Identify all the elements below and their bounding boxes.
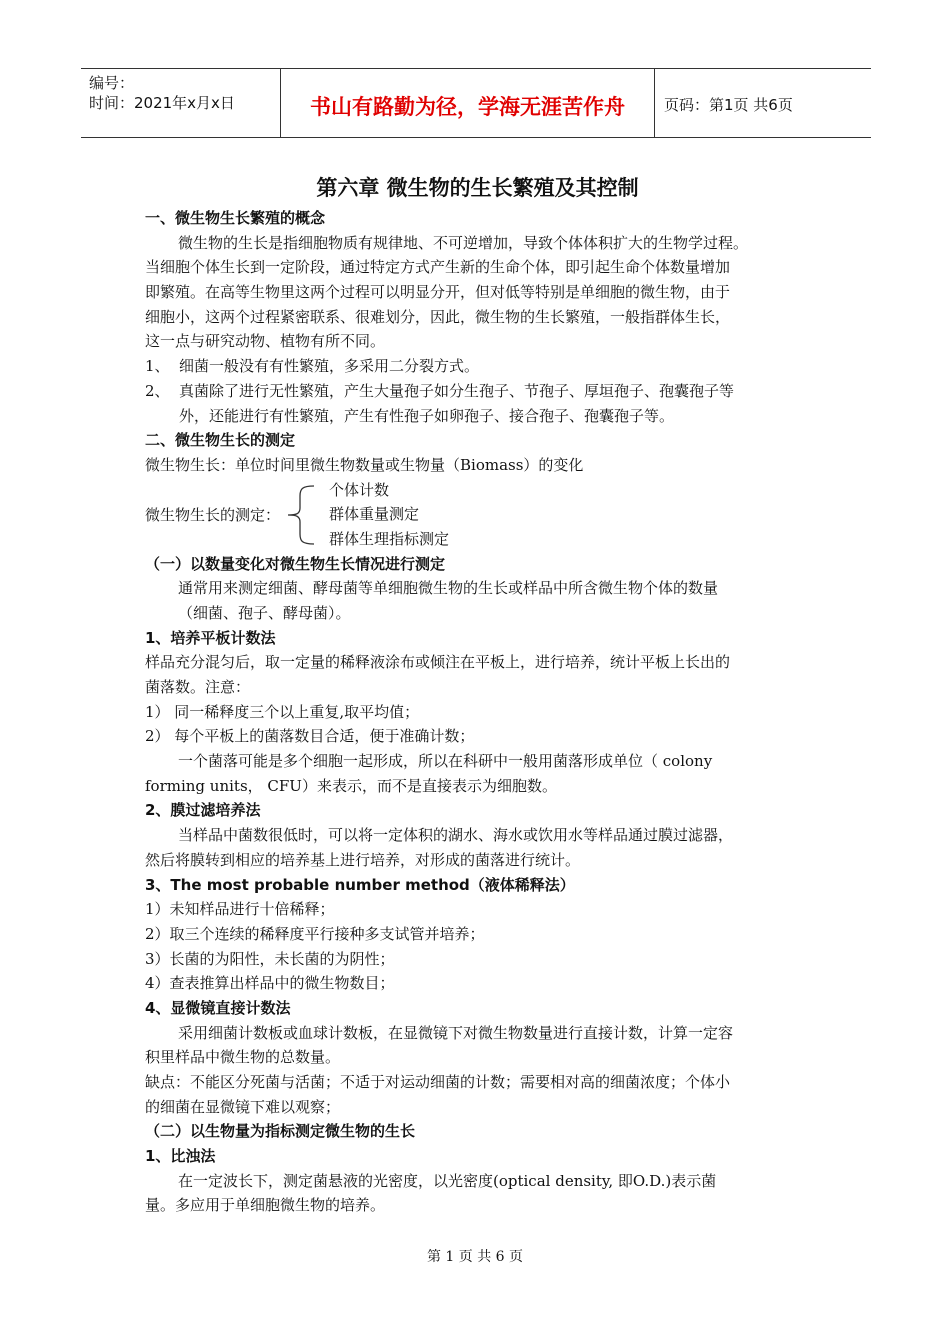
definition-line: 微生物生长：单位时间里微生物数量或生物量（Biomass）的变化 <box>145 455 584 474</box>
list-number: 2、 <box>145 381 170 400</box>
header-page-cell <box>655 69 871 137</box>
paragraph-line: 缺点：不能区分死菌与活菌；不适于对运动细菌的计数；需要相对高的细菌浓度；个体小 <box>145 1073 731 1091</box>
step-line: 3）长菌的为阳性，未长菌的为阴性； <box>145 949 395 968</box>
list-item <box>145 354 810 379</box>
brace-item: 个体计数 <box>329 480 390 499</box>
list-text: 真菌除了进行无性繁殖，产生大量孢子如分生孢子、节孢子、厚垣孢子、孢囊孢子等 <box>179 381 735 400</box>
step-line: 1）未知样品进行十倍稀释； <box>145 900 335 919</box>
paragraph-line: forming units， CFU）来表示，而不是直接表示为细胞数。 <box>145 776 557 795</box>
brace-item: 群体生理指标测定 <box>329 529 450 548</box>
paragraph-line: 的细菌在显微镜下难以观察； <box>145 1097 341 1116</box>
paragraph-line: 采用细菌计数板或血球计数板，在显微镜下对微生物数量进行直接计数，计算一定容 <box>178 1023 734 1042</box>
paragraph-line: 当细胞个体生长到一定阶段，通过特定方式产生新的生命个体，即引起生命个体数量增加 <box>145 258 731 277</box>
brace-item: 群体重量测定 <box>329 505 420 524</box>
paragraph-line: 然后将膜转到相应的培养基上进行培养，对形成的菌落进行统计。 <box>145 850 581 869</box>
paragraph-line: 菌落数。注意： <box>145 678 251 696</box>
note-line: 1） 同一稀释度三个以上重复,取平均值； <box>145 702 420 721</box>
step-line: 2）取三个连续的稀释度平行接种多支试管并培养； <box>145 924 485 943</box>
paragraph-line: 即繁殖。在高等生物里这两个过程可以明显分开，但对低等特别是单细胞的微生物，由于 <box>145 283 731 302</box>
header-meta-cell <box>81 69 281 137</box>
subsection-heading: （一）以数量变化对微生物生长情况进行测定 <box>145 554 446 573</box>
method-heading: 4、显微镜直接计数法 <box>145 998 291 1017</box>
paragraph-line: 通常用来测定细菌、酵母菌等单细胞微生物的生长或样品中所含微生物个体的数量 <box>178 579 719 598</box>
page-header <box>81 68 871 138</box>
method-heading: 1、培养平板计数法 <box>145 628 276 647</box>
paragraph-line: 这一点与研究动物、植物有所不同。 <box>145 332 386 351</box>
step-line: 4）查表推算出样品中的微生物数目； <box>145 974 395 993</box>
list-number: 1、 <box>145 357 170 376</box>
list-item <box>145 379 810 404</box>
document-number: 编号： <box>89 74 135 92</box>
page-footer: 第 1 页 共 6 页 <box>426 1249 524 1265</box>
paragraph-line: （细菌、孢子、酵母菌）。 <box>178 603 351 622</box>
method-heading: 1、比浊法 <box>145 1147 216 1166</box>
measurement-methods-brace <box>145 478 810 552</box>
section-heading: 二、微生物生长的测定 <box>145 431 296 450</box>
section-heading: 一、微生物生长繁殖的概念 <box>145 209 326 227</box>
note-line: 2） 每个平板上的菌落数目合适，便于准确计数； <box>145 727 475 746</box>
chapter-title: 第六章 微生物的生长繁殖及其控制 <box>316 176 639 200</box>
motto: 书山有路勤为径，学海无涯苦作舟 <box>310 95 625 119</box>
document-body <box>145 170 810 1218</box>
brace-items <box>329 478 449 552</box>
list-text: 细菌一般没有有性繁殖，多采用二分裂方式。 <box>179 357 480 376</box>
paragraph-line: 一个菌落可能是多个细胞一起形成，所以在科研中一般用菌落形成单位（ colony <box>178 752 713 771</box>
method-heading: 2、膜过滤培养法 <box>145 801 261 820</box>
curly-brace-icon <box>284 484 316 546</box>
header-page-info: 页码：第1页 共6页 <box>664 96 793 114</box>
header-motto-cell <box>281 69 655 137</box>
list-item-continuation: 外，还能进行有性繁殖，产生有性孢子如卵孢子、接合孢子、孢囊孢子等。 <box>179 406 675 425</box>
paragraph-line: 在一定波长下，测定菌悬液的光密度，以光密度(optical density, 即O.D.)表示菌 <box>178 1171 717 1190</box>
document-date: 时间：2021年x月x日 <box>89 94 235 112</box>
method-heading: 3、The most probable number method（液体稀释法） <box>145 875 575 894</box>
brace-label: 微生物生长的测定： <box>145 505 281 524</box>
subsection-heading: （二）以生物量为指标测定微生物的生长 <box>145 1122 416 1141</box>
paragraph-line: 当样品中菌数很低时，可以将一定体积的湖水、海水或饮用水等样品通过膜过滤器， <box>178 826 734 845</box>
paragraph-line: 微生物的生长是指细胞物质有规律地、不可逆增加，导致个体体积扩大的生物学过程。 <box>178 233 749 252</box>
paragraph-line: 样品充分混匀后，取一定量的稀释液涂布或倾注在平板上，进行培养，统计平板上长出的 <box>145 653 731 672</box>
paragraph-line: 量。多应用于单细胞微生物的培养。 <box>145 1196 386 1215</box>
paragraph-line: 积里样品中微生物的总数量。 <box>145 1048 341 1067</box>
paragraph-line: 细胞小，这两个过程紧密联系、很难划分，因此，微生物的生长繁殖，一般指群体生长， <box>145 307 731 326</box>
